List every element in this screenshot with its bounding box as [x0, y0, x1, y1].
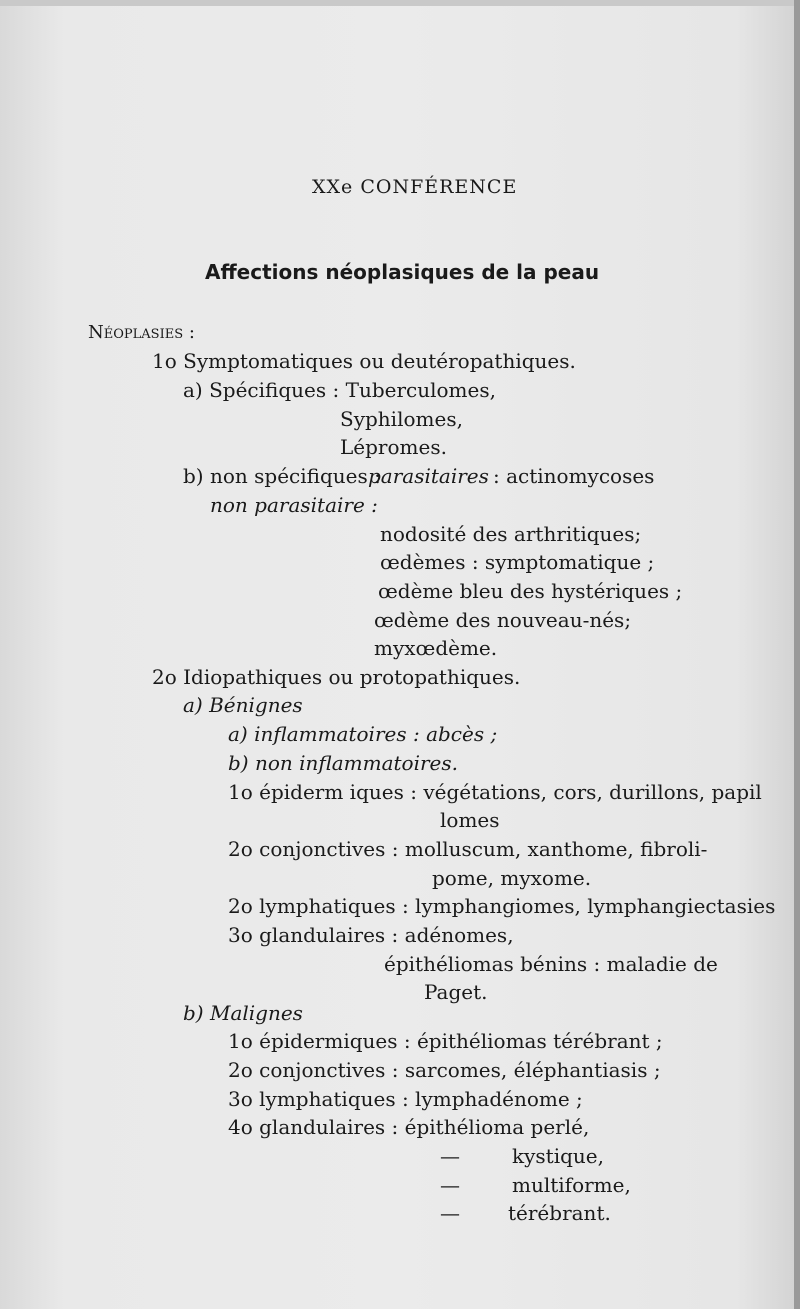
text-line-italic: parasitaires — [368, 464, 489, 488]
text-line: 3o glandulaires : adénomes, — [228, 923, 514, 947]
text-line: 2o lymphatiques : lymphangiomes, lymphangiectasies — [228, 894, 776, 918]
text-line: œdème bleu des hystériques ; — [378, 579, 683, 603]
text-line-italic: non parasitaire : — [210, 493, 378, 517]
text-line: kystique, — [512, 1144, 604, 1168]
text-line: 1o Symptomatiques ou deutéropathiques. — [152, 349, 576, 373]
text-line: 1o épidermiques : épithéliomas térébrant ; — [228, 1029, 663, 1053]
page-edge-top — [0, 0, 800, 6]
ditto-dash: — — [440, 1201, 460, 1225]
text-line-italic: a) Bénignes — [183, 693, 303, 717]
text-line: Paget. — [424, 980, 488, 1004]
text-line: myxœdème. — [374, 636, 498, 660]
conference-title: XXe CONFÉRENCE — [312, 176, 518, 198]
text-line: a) Spécifiques : Tuberculomes, — [183, 378, 496, 402]
text-line-italic: a) inflammatoires : abcès ; — [228, 722, 498, 746]
text-line: œdème des nouveau-nés; — [374, 608, 632, 632]
text-line: pome, myxome. — [432, 866, 592, 890]
text-line: épithéliomas bénins : maladie de — [384, 952, 718, 976]
text-line: Lépromes. — [340, 435, 447, 459]
text-line-italic: b) Malignes — [183, 1001, 303, 1025]
text-line: b) non spécifiques : — [183, 464, 381, 488]
text-line: 2o conjonctives : sarcomes, éléphantiasis ; — [228, 1058, 661, 1082]
text-line-italic: b) non inflammatoires. — [228, 751, 459, 775]
text-line: nodosité des arthritiques; — [380, 522, 642, 546]
text-line: œdèmes : symptomatique ; — [380, 550, 655, 574]
text-line: multiforme, — [512, 1173, 631, 1197]
text-line: Syphilomes, — [340, 407, 463, 431]
text-line: lomes — [440, 808, 500, 832]
section-heading: Affections néoplasiques de la peau — [205, 260, 600, 284]
ditto-dash: — — [440, 1144, 460, 1168]
text-line: 3o lymphatiques : lymphadénome ; — [228, 1087, 583, 1111]
ditto-dash: — — [440, 1173, 460, 1197]
text-line: : actinomycoses — [493, 464, 655, 488]
page-edge-right — [794, 0, 800, 1309]
text-line: 4o glandulaires : épithélioma perlé, — [228, 1115, 590, 1139]
text-line: 2o Idiopathiques ou protopathiques. — [152, 665, 521, 689]
neoplasies-label: Néoplasies : — [88, 322, 195, 343]
text-line: 1o épiderm iques : végétations, cors, durillons, papil — [228, 780, 762, 804]
text-line: térébrant. — [508, 1201, 611, 1225]
text-line: 2o conjonctives : molluscum, xanthome, fibroli- — [228, 837, 708, 861]
